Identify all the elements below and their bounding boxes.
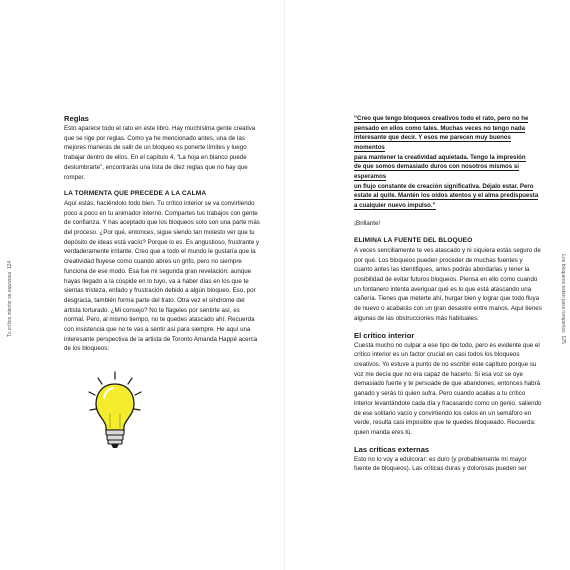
brillante-text: ¡Brillante! (354, 219, 381, 227)
heading-tormenta: LA TORMENTA QUE PRECEDE A LA CALMA (64, 190, 207, 198)
quote-line: a cualquier nuevo impulso.” (354, 201, 436, 209)
running-head-title: Los bloqueos están para romperlos (560, 254, 566, 333)
heading-elimina: ELIMINA LA FUENTE DEL BLOQUEO (354, 237, 473, 245)
right-running-head (560, 234, 566, 364)
paragraph-criticas-externas: Esto no lo voy a edulcorar: es duro (y probablemente mi mayor fuente de bloqueos). Las críticas duras y dolorosas pueden ser (354, 455, 527, 473)
quote-line: para mantener la creatividad aquietada. Tengo la impresión (354, 153, 526, 161)
quote-line: estate al quite. Mantén los oídos atentos y el alma predispuesta (354, 192, 539, 200)
quote-line: un flujo constante de creación significativa. Déjalo estar. Pero (354, 182, 534, 190)
artist-quote (354, 114, 542, 211)
quote-line: pensado en ellos como tales. Muchas veces no tengo nada (354, 124, 526, 132)
page-number: 124 (7, 260, 13, 270)
page-number: 125 (560, 335, 566, 344)
quote-line: “Creo que tengo bloqueos creativos todo el rato, pero no he (354, 115, 529, 122)
running-head-title: Tu crítico interior se equivoca (7, 272, 13, 338)
quote-line: interesante que decir. Y esos me parecen muy buenos momentos (354, 134, 511, 151)
paragraph-elimina: A veces sencillamente te ves atascado y ni siquiera estás seguro de por qué. Los bloqueos pueden proceder de muchas fuentes y cuanto antes las identifiques, antes podrás abordarlas y tener la posibilidad de evitar futuros bloqueos. Piensa en ello como cuando un fontanero intenta averiguar qué es lo que está atascando una cañería. Tienes que meterte ahí, hurgar bien y lograr que todo fluya de nuevo o acabarás con un gran desastre entre manos. Aquí tienes algunas de las obstrucciones más habituales: (354, 246, 542, 322)
paragraph-tormenta: Aquí estás, haciéndolo todo bien. Tu crítico interior se va convirtiendo poco a poco en tu animador interno. Compartes tus trabajos con gente de confianza. Y has aceptado que los bloqueos solo son una parte más del proceso. ¿Por qué, entonces, sigue siendo tan molesto ver que tu depósito de ideas está vacío? Porque lo es. Es angustioso, frustrante y verdaderamente irritante. Creo que a todo el mundo le gustaría que la creatividad fluyese como cuando abres un grifo, pero no siempre funciona de ese modo. Esa fue mi segunda gran revelación: aunque hayas llegado a la cúspide en lo tuyo, va a haber días en los que te sientas tristeza, enfado y frustración debido a algún bloqueo. Eso, por desgracia, también forma parte del trato. Otra vez el síndrome del artista torturado. ¿Mi consejo? No te flageles por sentirte así, es normal. Pero, al mismo tiempo, no te quedes atascado ahí. Recuerda con insistencia que no te vas a sentir así para siempre. He aquí una interesante perspectiva de la artista de Toronto Amanda Happé acerca de los bloqueos: (64, 199, 260, 353)
quote-line: de que somos demasiado duros con nosotros mismos si esperamos (354, 163, 519, 180)
right-column (354, 114, 542, 474)
left-column (64, 114, 261, 354)
left-running-head (7, 249, 13, 349)
paragraph-reglas: Esto aparece todo el rato en este libro. Hay muchísima gente creativa que se rige por reglas. Como ya he mencionado antes, una de las mejores maneras de salir de un bloqueo es ponerte límites y luego trabajar dentro de ellos. En el capítulo 4, “La hoja en blanco puede deslumbrarte”, encontrarás una lista de diez reglas que no hay que romper. (64, 125, 256, 181)
lightbulb-illustration (86, 370, 144, 452)
heading-criticas-externas: Las críticas externas (354, 444, 430, 454)
heading-critico-interior: El crítico interior (354, 330, 415, 340)
paragraph-critico-interior: Cuesta mucho no culpar a ese tipo de todo, pero es evidente que el crítico interior es un factor crucial en casi todos los bloqueos creativos. Yo estuve a punto de no escribir este capítulo porque su voz me decía que no era capaz de hacerlo. Si esa voz se oye demasiado fuerte y te persuade de que abandones, entonces habrá ganado y serás tú quien sufra. Pero cuando acallas a tu crítico interior levantándote cada día y fracasando como un genio, saliendo de ese solitario vacío y convirtiendo los celos en un semáforo en verde, resulta casi imposible que te quedes bloqueado. Recuerda: quien manda eres tú. (354, 341, 542, 436)
heading-reglas: Reglas (64, 114, 89, 123)
